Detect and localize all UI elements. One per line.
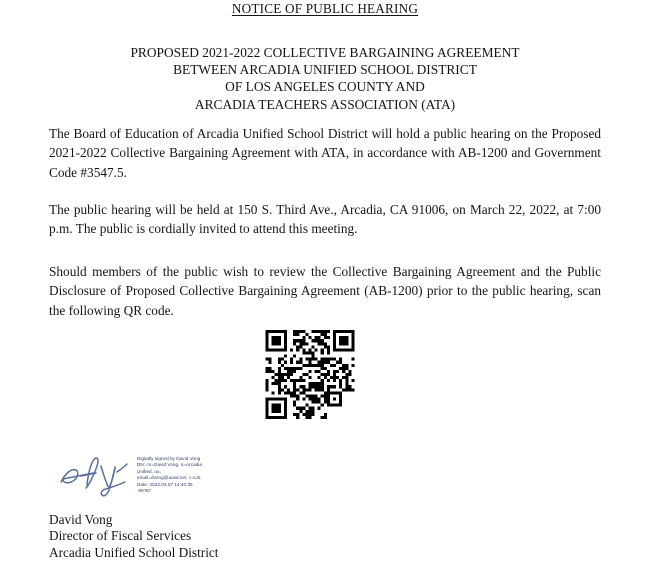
title-line-4: ARCADIA TEACHERS ASSOCIATION (ATA) <box>194 96 456 112</box>
title-line-3: OF LOS ANGELES COUNTY AND <box>225 79 425 95</box>
signature-ink-mark <box>57 452 137 500</box>
title-line-1: PROPOSED 2021-2022 COLLECTIVE BARGAINING AGREEMENT <box>130 45 520 60</box>
document-title-block <box>0 44 650 113</box>
notice-heading-text: NOTICE OF PUBLIC HEARING <box>231 1 419 16</box>
signatory-title: Director of Fiscal Services <box>49 528 192 544</box>
title-line-2: BETWEEN ARCADIA UNIFIED SCHOOL DISTRICT <box>173 62 477 78</box>
cert-line-6: -08'00' <box>137 488 151 494</box>
qr-code-image <box>264 330 356 419</box>
signatory-block <box>49 512 219 561</box>
body-paragraph-2: The public hearing will be held at 150 S. Third Ave., Arcadia, CA 91006, on March 22, 2022, at 7:00 p.m. The public is cordially invited to attend this meeting. <box>49 202 601 237</box>
body-paragraph-3: Should members of the public wish to review the Collective Bargaining Agreement and the Public Disclosure of Proposed Collective Bargaining Agreement (AB-1200) prior to the public hearing, scan the following QR code. <box>49 264 601 318</box>
qr-code <box>264 330 356 419</box>
cert-line-3: Unified, ou, <box>137 468 161 474</box>
signatory-name: David Vong <box>49 512 113 527</box>
body-paragraph-1: The Board of Education of Arcadia Unified School District will hold a public hearing on the Proposed 2021-2022 Collective Bargaining Agreement with ATA, in accordance with AB-1200 and Government Code #3547.5. <box>49 126 601 180</box>
cert-line-5: Date: 2022.03.07 14:40:35 <box>137 481 193 487</box>
digital-signature <box>55 448 315 508</box>
signatory-organization: Arcadia Unified School District <box>49 544 219 560</box>
cert-line-4: email=dvong@ausd.net, c=US <box>137 475 201 481</box>
cert-line-2: DN: cn=David Vong, o=Arcadia <box>137 462 202 468</box>
notice-heading <box>0 1 650 17</box>
cert-line-1: Digitally signed by David Vong <box>137 456 201 461</box>
signature-certificate-details <box>137 456 247 494</box>
